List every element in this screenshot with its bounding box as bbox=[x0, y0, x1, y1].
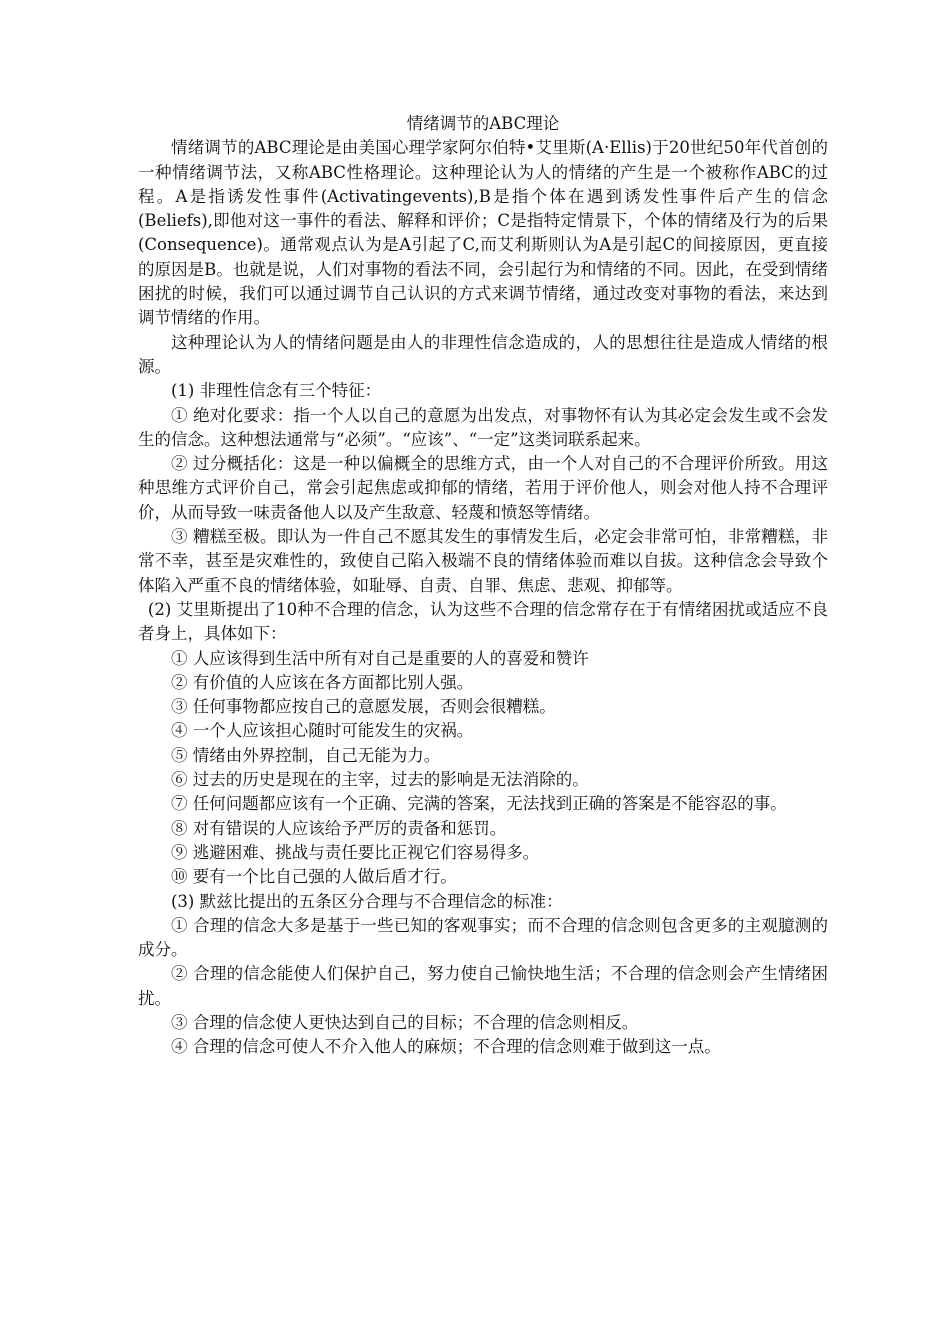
intro-paragraph: 情绪调节的ABC理论是由美国心理学家阿尔伯特•艾里斯(A·Ellis)于20世纪50年代首创的一种情绪调节法，又称ABC性格理论。这种理论认为人的情绪的产生是一个被称作ABC的过程。A是指诱发性事件(Activatingevents),B是指个体在遇到诱发性事件后产生的信念(Beliefs),即他对这一事件的看法、解释和评价；C是指特定情景下，个体的情绪及行为的后果(Consequence)。通常观点认为是A引起了C,而艾利斯则认为A是引起C的间接原因，更直接的原因是B。也就是说，人们对事物的看法不同，会引起行为和情绪的不同。因此，在受到情绪困扰的时候，我们可以通过调节自己认识的方式来调节情绪，通过改变对事物的看法，来达到调节情绪的作用。 bbox=[138, 138, 828, 328]
section-3-item-3: ③ 合理的信念使人更快达到自己的目标；不合理的信念则相反。 bbox=[171, 1012, 639, 1032]
section-2-item-2: ② 有价值的人应该在各方面都比别人强。 bbox=[171, 672, 474, 692]
section-3-item-4: ④ 合理的信念可使人不介入他人的麻烦；不合理的信念则难于做到这一点。 bbox=[171, 1037, 721, 1057]
document-page bbox=[138, 112, 828, 1060]
section-2-item-4: ④ 一个人应该担心随时可能发生的灾祸。 bbox=[171, 721, 474, 741]
section-2-item-8: ⑧ 对有错误的人应该给予严厉的责备和惩罚。 bbox=[171, 818, 507, 838]
section-3-item-1: ① 合理的信念大多是基于一些已知的客观事实；而不合理的信念则包含更多的主观臆测的成分。 bbox=[138, 915, 828, 960]
section-3-item-2: ② 合理的信念能使人们保护自己，努力使自己愉快地生活；不合理的信念则会产生情绪困扰。 bbox=[138, 964, 828, 1008]
section-1-item-3: ③ 糟糕至极。即认为一件自己不愿其发生的事情发生后，必定会非常可怕，非常糟糕，非常不幸，甚至是灾难性的，致使自己陷入极端不良的情绪体验而难以自拔。这种信念会导致个体陷入严重不良的情绪体验，如耻辱、自责、自罪、焦虑、悲观、抑郁等。 bbox=[138, 527, 828, 595]
summary-paragraph: 这种理论认为人的情绪问题是由人的非理性信念造成的，人的思想往往是造成人情绪的根源。 bbox=[138, 332, 828, 376]
document-title: 情绪调节的ABC理论 bbox=[406, 114, 560, 133]
section-2-item-9: ⑨ 逃避困难、挑战与责任要比正视它们容易得多。 bbox=[171, 842, 540, 862]
section-2-item-6: ⑥ 过去的历史是现在的主宰，过去的影响是无法消除的。 bbox=[171, 770, 589, 790]
section-2-item-7: ⑦ 任何问题都应该有一个正确、完满的答案，无法找到正确的答案是不能容忍的事。 bbox=[171, 794, 787, 814]
section-2-item-1: ① 人应该得到生活中所有对自己是重要的人的喜爱和赞许 bbox=[171, 648, 589, 668]
section-2-item-3: ③ 任何事物都应按自己的意愿发展，否则会很糟糕。 bbox=[171, 697, 556, 717]
section-2-heading: (2) 艾里斯提出了10种不合理的信念，认为这些不合理的信念常存在于有情绪困扰或适应不良者身上，具体如下： bbox=[138, 599, 828, 644]
section-2-item-5: ⑤ 情绪由外界控制，自己无能为力。 bbox=[171, 745, 441, 765]
section-1-item-1: ① 绝对化要求：指一个人以自己的意愿为出发点，对事物怀有认为其必定会发生或不会发生的信念。这种想法通常与“必须”。“应该”、“一定”这类词联系起来。 bbox=[138, 405, 828, 449]
section-2-item-10: ⑩ 要有一个比自己强的人做后盾才行。 bbox=[171, 867, 457, 887]
section-1-item-2: ② 过分概括化：这是一种以偏概全的思维方式，由一个人对自己的不合理评价所致。用这种思维方式评价自己，常会引起焦虑或抑郁的情绪，若用于评价他人，则会对他人持不合理评价，从而导致一味责备他人以及产生敌意、轻蔑和愤怒等情绪。 bbox=[138, 454, 828, 522]
section-1-heading: (1) 非理性信念有三个特征： bbox=[171, 381, 382, 401]
section-3-heading: (3) 默兹比提出的五条区分合理与不合理信念的标准： bbox=[171, 891, 563, 911]
